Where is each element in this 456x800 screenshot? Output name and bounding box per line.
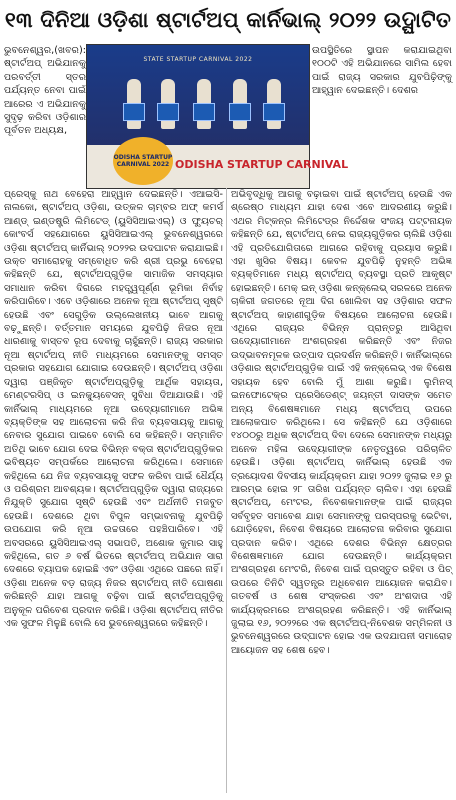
article-column-right: ଅଭିବୃଦ୍ଧିକୁ ଆଗକୁ ବଢ଼ାଇବା ପାଇଁ ଷ୍ଟାର୍ଟଅପ୍ ହେଉଛି ଏକ ଶ୍ରେଷ୍ଠ ମାଧ୍ୟମ ଯାହା ଦେଶ ଏବେ ଆଦରଣୀୟ କରୁଛି। ଏଥର ମିଟ୍‌କନ୍‌ର ଲିମିଟେଡ୍‌ର ନିର୍ଦ୍ଦେଶକ ସଂଜୟ ପଟ୍ଟନାୟକ କହିଛନ୍ତି ଯେ, ଷ୍ଟାର୍ଟଅପ୍ ନେଇ ରାଜ୍ୟଗୁଡ଼ିକର ଚାଲିଛି ଓଡ଼ିଶା ଏହି ପ୍ରତିଯୋଗିତାରେ ଆଗରେ ରହିବାକୁ ପ୍ରୟାସ କରୁଛି। ଏହା ଖୁସିର ବିଷୟ। କେବଳ ଯୁବପିଢ଼ି ନୁହନ୍ତି ଅଭିଜ୍ଞ ବ୍ୟକ୍ତିମାନେ ମଧ୍ୟ ଷ୍ଟାର୍ଟଅପ୍ ବ୍ୟବସ୍ଥା ପ୍ରତି ଆକୃଷ୍ଟ ହୋଇଛନ୍ତି। ମେକ୍ ଇନ୍ ଓଡ଼ିଶା କନ୍‌କ୍ଲେଭ୍ ସରଳରେ ଅନେକ ଚାକିରୀ ଜଗତରେ ନୂଆ ଦିଗ ଖୋଲିବା ସହ ଓଡ଼ିଶାର ସଫଳ ଷ୍ଟାର୍ଟଅପ୍ କାହାଣୀଗୁଡ଼ିକ ବିଷୟରେ ଆଲୋଚନା ହେଉଛି। ଏଥିରେ ରାଜ୍ୟର ବିଭିନ୍ନ ପ୍ରାନ୍ତରୁ ଆସିଥିବା ଉଦ୍ୟୋଗୀମାନେ ଅଂଶଗ୍ରହଣ କରିଛନ୍ତି ଏବଂ ନିଜର ଉଦ୍ଭାବନମୂଳକ ଉତ୍ପାଦ ପ୍ରଦର୍ଶନ କରିଛନ୍ତି। କାର୍ନିଭାଲ୍‌ରେ ଓଡ଼ିଶାର ଷ୍ଟାର୍ଟଅପ୍‌ଗୁଡ଼ିକ ପାଇଁ ଏହି କନ୍‌କ୍ଲେଭ୍ ଏକ ବିଶେଷ ସହାୟକ ହେବ ବୋଲି ମୁଁ ଆଶା କରୁଛି। ଲୁମିନସ୍ ଇନଫୋଟେକ୍‌ର ପ୍ରେସିଡେଣ୍ଟ୍ ଜୟନ୍ତୀ ଦାସଙ୍କ ସମେତ ଅନ୍ୟ ବିଶେଷଜ୍ଞମାନେ ମଧ୍ୟ ଷ୍ଟାର୍ଟଅପ୍ ଉପରେ ଆଲୋକପାତ କରିଥିଲେ। ସେ କହିଛନ୍ତି ଯେ ଓଡ଼ିଶାରେ ୧୪୦୦ରୁ ଅଧିକ ଷ୍ଟାର୍ଟଅପ୍ ଦିବା ଦେଲେ ସେମାନଙ୍କ ମଧ୍ୟରୁ ଅନେକ ମହିଳା ଉଦ୍ୟୋଗୀଙ୍କ ନେତୃତ୍ୱରେ ପରିଚାଳିତ ହେଉଛି। ଓଡ଼ିଶା ଷ୍ଟାର୍ଟଅପ୍ କାର୍ନିଭାଲ୍ ହେଉଛି ଏକ ତ୍ରୟୋଦଶ ଦିବସୀୟ କାର୍ଯ୍ୟକ୍ରମ ଯାହା ୨୦୨୨ ଜୁଲାଇ ୧୬ ରୁ ଆରମ୍ଭ ହୋଇ ୨୮ ତାରିଖ ପର୍ଯ୍ୟନ୍ତ ଚାଲିବ। ଏହା ହେଉଛି ଷ୍ଟାର୍ଟଅପ୍, ମେଂଟର, ନିବେଶକମାନଙ୍କ ପାଇଁ ରାଜ୍ୟର ସର୍ବବୃହତ ସମାବେଶ ଯାହା ସେମାନଙ୍କୁ ପରସ୍ପରକୁ ଭେଟିବା, ଯୋଡ଼ିହେବା, ନିବେଶ ବିଷୟରେ ଆଲୋଚନା କରିବାର ସୁଯୋଗ ପ୍ରଦାନ କରିବ। ଏଥିରେ ଦେଶର ବିଭିନ୍ନ କ୍ଷେତ୍ରର ବିଶେଷଜ୍ଞମାନେ ଯୋଗ ଦେଉଛନ୍ତି। କାର୍ଯ୍ୟକ୍ରମ ଅଂଶଗ୍ରହଣ ମେଂଟରି, ନିବେଶ ପାଇଁ ପ୍ରସ୍ତୁତ ରହିବା ଓ ପିଚ୍ ଉପରେ ତିନିଟି ସ୍ୱତନ୍ତ୍ର ଅଧିବେଶନ ଆୟୋଜନ କରାଯିବ। ଗତବର୍ଷ ଓ ଶେଷ ସଂସ୍କରଣ ଏବଂ ଅଂଶଦାତା ଏହି କାର୍ଯ୍ୟକ୍ରମରେ ଅଂଶଗ୍ରହଣ କରିଛନ୍ତି। ଏହି କାର୍ନିଭାଲ୍ ଜୁଲାଇ ୧୬, ୨୦୨୨ରେ ଏକ ଷ୍ଟାର୍ଟଅପ୍-ନିବେଶକ ସମ୍ମିଳନୀ ଓ ଭୁବନେଶ୍ୱରରେ ଉଦ୍‌ଘାଟନ ହୋଇ ଏକ ଉଦଯାପନୀ ସମାରୋହ ଆୟୋଜନ ସହ ଶେଷ ହେବ। bbox=[231, 189, 452, 656]
headline: ୧୩ ଦିନିଆ ଓଡ଼ିଶା ଷ୍ଟାର୍ଟଅପ୍ କାର୍ନିଭାଲ୍ ୨୦୨୨ ଉଦ୍ଘାଟିତ bbox=[4, 7, 452, 32]
display-board bbox=[229, 103, 251, 121]
display-board bbox=[263, 103, 285, 121]
display-board bbox=[123, 103, 145, 121]
article-column-left: ପ୍ରେସ୍କୁ ନାଥ ବେହେରା ଆହ୍ୱାନ ଦେଇଛନ୍ତି। ଏଆଇସି-ନାଲକୋ, ଷ୍ଟାର୍ଟଅପ୍ ଓଡ଼ିଶା, ଉତ୍କଳ ଚାମ୍ବର ଅଫ୍ କମର୍ସ ଆଣ୍ଡ୍ ଇଣ୍ଡଷ୍ଟ୍ରି ଲିମିଟେଡ୍ (ୟୁସିସିଆଇଏଲ୍) ଓ ଫ୍ୟୁଚର୍ କୋଂବର୍ସ ସହଯୋଗରେ ୟୁସିସିଆଇଏଲ୍ ଭୁବନେଶ୍ୱରରେ ଓଡ଼ିଶା ଷ୍ଟାର୍ଟଅପ୍ କାର୍ନିଭାଲ୍ ୨୦୨୨ର ଉଦଘାଟନ କରାଯାଇଛି। ଉକ୍ତ ସମାରୋହକୁ ସମ୍ବୋଧିତ କରି ଶ୍ରୀ ପ୍ରଭୁ ବେହେରା କହିଛନ୍ତି ଯେ, ଷ୍ଟାର୍ଟଅପ୍‌ଗୁଡ଼ିକ ସାମାଜିକ ସମସ୍ୟାର ସମାଧାନ କରିବା ଦିଗରେ ମହତ୍ତ୍ୱପୂର୍ଣ୍ଣ ଭୂମିକା ନିର୍ବାହ କରିପାରିବେ। ଏବେ ଓଡ଼ିଶାରେ ଅନେକ ନୂଆ ଷ୍ଟାର୍ଟଅପ୍ ସୃଷ୍ଟି ହେଉଛି ଏବଂ ସେଗୁଡ଼ିକ ଉଲ୍ଲେଖନୀୟ ଭାବେ ଆଗକୁ ବଢ଼ୁଛନ୍ତି। ବର୍ତ୍ତମାନ ସମୟରେ ଯୁବପିଢ଼ି ନିଜର ନୂଆ ଧାରଣାକୁ ବାସ୍ତବ ରୂପ ଦେବାକୁ ଚାହୁଁଛନ୍ତି। ରାଜ୍ୟ ସରକାର ନୂଆ ଷ୍ଟାର୍ଟଅପ୍ ନୀତି ମାଧ୍ୟମରେ ସେମାନଙ୍କୁ ସମସ୍ତ ପ୍ରକାର ସହଯୋଗ ଯୋଗାଇ ଦେଉଛନ୍ତି। ଷ୍ଟାର୍ଟଅପ୍ ଓଡ଼ିଶା ଦ୍ୱାରା ପଞ୍ଜିକୃତ ଷ୍ଟାର୍ଟଅପ୍‌ଗୁଡ଼ିକୁ ଆର୍ଥିକ ସହାୟତା, ମେଣ୍ଟରସିପ୍ ଓ ଇନକ୍ୟୁବେସନ୍ ସୁବିଧା ଦିଆଯାଉଛି। ଏହି କାର୍ନିଭାଲ୍ ମାଧ୍ୟମରେ ନୂଆ ଉଦ୍ୟୋଗୀମାନେ ଅଭିଜ୍ଞ ବ୍ୟକ୍ତିଙ୍କ ସହ ଆଲୋଚନା କରି ନିଜ ବ୍ୟବସାୟକୁ ଆଗକୁ ନେବାର ସୁଯୋଗ ପାଇବେ ବୋଲି ସେ କହିଛନ୍ତି। ସମ୍ମାନିତ ଅତିଥି ଭାବେ ଯୋଗ ଦେଇ ବିଭିନ୍ନ ବକ୍ତା ଷ୍ଟାର୍ଟଅପ୍‌ଗୁଡ଼ିକର ଭବିଷ୍ୟତ ସମ୍ପର୍କରେ ଆଲୋଚନା କରିଥିଲେ। ସେମାନେ କହିଥିଲେ ଯେ ନିଜ ବ୍ୟବସାୟକୁ ସଫଳ କରିବା ପାଇଁ ଧୈର୍ଯ୍ୟ ଓ ପରିଶ୍ରମ ଆବଶ୍ୟକ। ଷ୍ଟାର୍ଟଅପ୍‌ଗୁଡ଼ିକ ଦ୍ୱାରା ରାଜ୍ୟରେ ନିଯୁକ୍ତି ସୁଯୋଗ ସୃଷ୍ଟି ହେଉଛି ଏବଂ ଅର୍ଥନୀତି ମଜବୁତ ହେଉଛି। ଦେଶରେ ଥିବା ବିପୁଳ ସମ୍ଭାବନାକୁ ଯୁବପିଢ଼ି ଉପଯୋଗ କରି ନୂଆ ଉଚ୍ଚତାରେ ପହଞ୍ଚିପାରିବେ। ଏହି ଅବସରରେ ୟୁସିସିଆଇଏଲ୍ ସଭାପତି, ଅଶୋକ କୁମାର ସାହୁ କହିଥିଲେ, ଗତ ୬ ବର୍ଷ ଭିତରେ ଷ୍ଟାର୍ଟଅପ୍ ଅଭିଯାନ ସାରା ଦେଶରେ ବ୍ୟାପକ ହୋଇଛି ଏବଂ ଓଡ଼ିଶା ଏଥିରେ ପଛରେ ନାହିଁ। ଓଡ଼ିଶା ଅନେକ ବଡ଼ ରାଜ୍ୟ ନିଜର ଷ୍ଟାର୍ଟଅପ୍ ନୀତି ଘୋଷଣା କରିଛନ୍ତି ଯାହା ଆଗକୁ ବଢ଼ିବା ପାଇଁ ଷ୍ଟାର୍ଟଅପ୍‌ଗୁଡ଼ିକୁ ଅନୁକୂଳ ପରିବେଶ ପ୍ରଦାନ କରିଛି। ଓଡ଼ିଶା ଷ୍ଟାର୍ଟଅପ୍ ନୀତିର ଏକ ସୁଫଳ ମିଳୁଛି ବୋଲି ସେ ଭୁବନେଶ୍ୱରରେ କହିଛନ୍ତି। bbox=[4, 189, 223, 629]
carnival-brand-text: ODISHA STARTUP CARNIVAL bbox=[175, 158, 349, 171]
column-divider bbox=[226, 188, 227, 793]
display-board bbox=[157, 103, 179, 121]
article-text-top-left: ଭୁବନେଶ୍ୱର,(ଖବର): ଷ୍ଟାର୍ଟଅପ୍ ଅଭିଯାନକୁ ପରବର୍ତ୍ତୀ ସ୍ତର ପର୍ଯ୍ୟନ୍ତ ନେବା ପାଇଁ ଆରେର ଏ ଅଭିଯାନକୁ ସୁଦୃଢ଼ କରିବା ଓଡ଼ିଶାର ପୂର୍ବତନ ଅଧ୍ୟକ୍ଷ, bbox=[4, 45, 86, 137]
article-photo bbox=[86, 44, 349, 189]
carnival-logo: ODISHA STARTUP CARNIVAL 2022 bbox=[113, 137, 173, 185]
article-text-top-right: ଉପସ୍ଥିତିରେ ସ୍ଥାପନ କରାଯାଇଥିବା ୧୦୦ଟି ଏହି ଅଭିଯାନରେ ସାମିଲ ହେବା ପାଇଁ ରାଜ୍ୟ ସରକାର ଯୁବପିଢ଼ିଙ୍କୁ ଆହ୍ୱାନ ଦେଇଛନ୍ତି। ଦେଶର bbox=[312, 45, 452, 97]
stage-banner: STATE STARTUP CARNIVAL 2022 bbox=[143, 56, 253, 63]
display-board bbox=[193, 103, 215, 121]
